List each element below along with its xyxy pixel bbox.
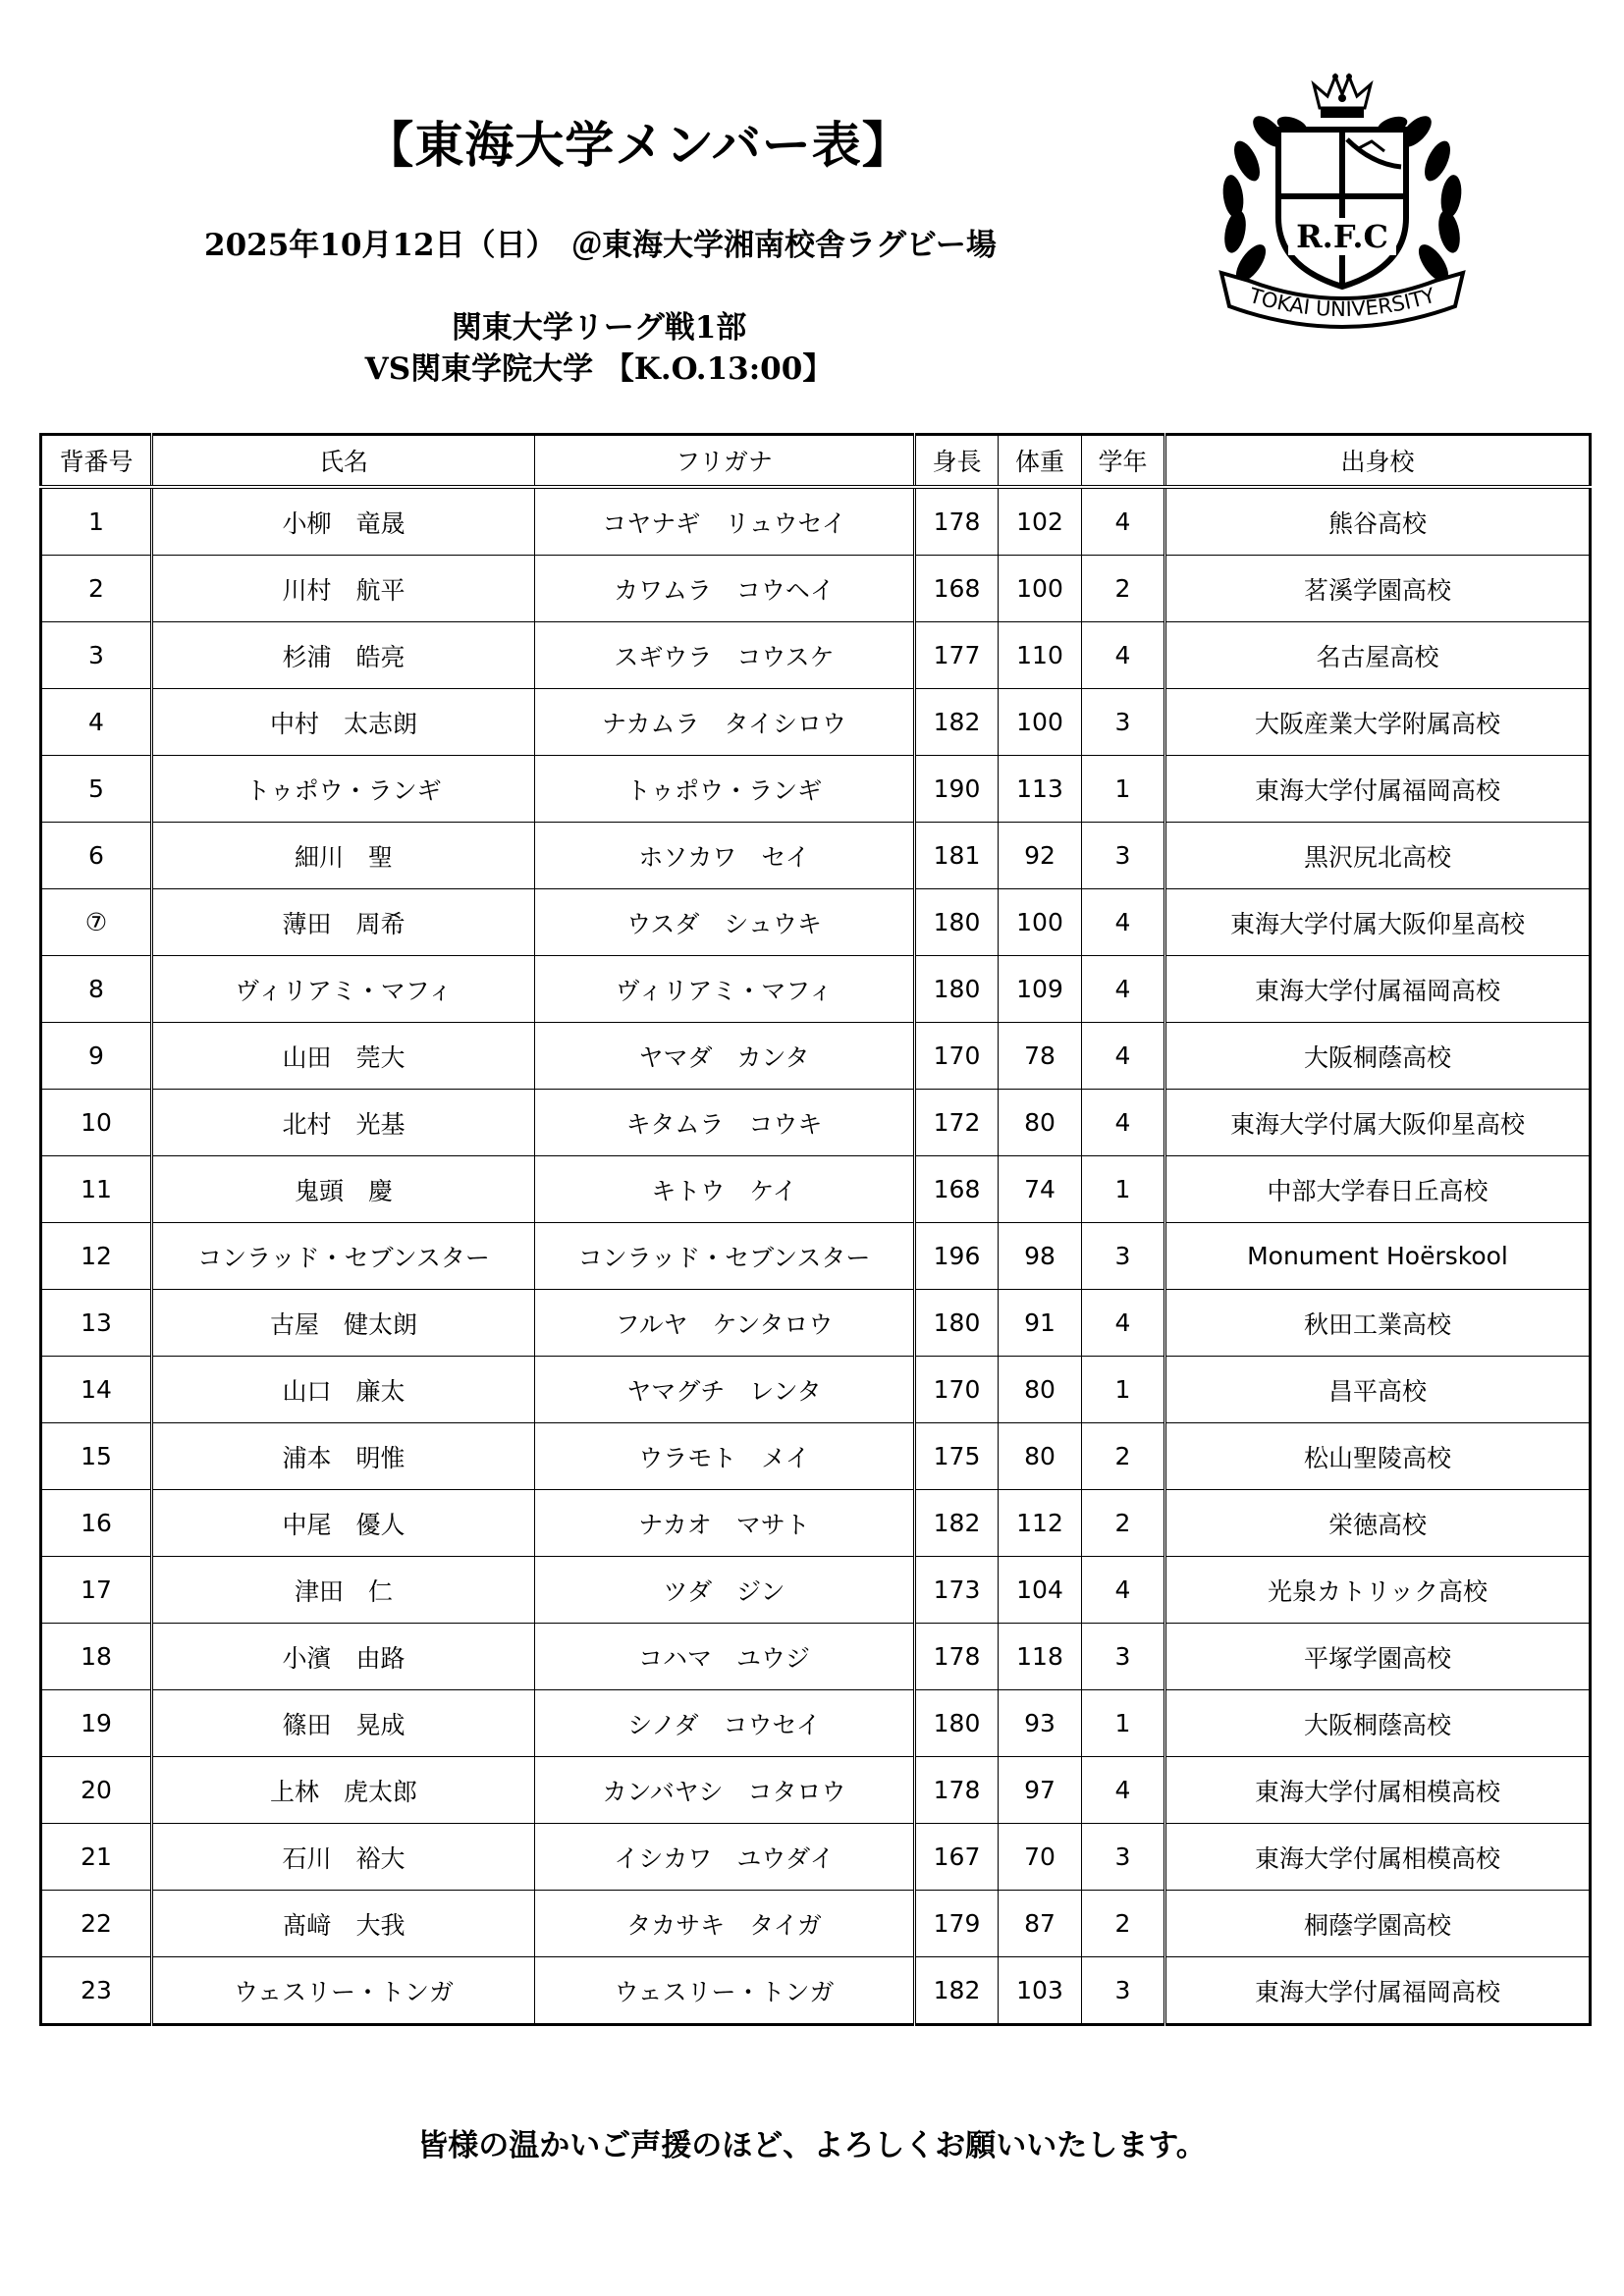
table-row [41,823,1591,889]
crown-icon [1314,74,1371,118]
cell-number: 11 [41,1156,152,1223]
cell-number: 10 [41,1090,152,1156]
cell-height: 170 [915,1023,999,1090]
cell-number: 4 [41,689,152,756]
cell-weight: 78 [999,1023,1082,1090]
cell-name: ウェスリー・トンガ [152,1957,535,2025]
cell-furigana: イシカワ ユウダイ [535,1824,915,1891]
shield-icon [1278,130,1406,287]
cell-name: コンラッド・セブンスター [152,1223,535,1290]
cell-height: 180 [915,956,999,1023]
column-header-grade: 学年 [1082,435,1165,488]
cell-grade: 1 [1082,756,1165,823]
table-row [41,1557,1591,1624]
cell-height: 168 [915,556,999,622]
cell-weight: 93 [999,1690,1082,1757]
cell-height: 177 [915,622,999,689]
cell-furigana: トゥポウ・ランギ [535,756,915,823]
table-row [41,889,1591,956]
table-row [41,689,1591,756]
cell-name: 上林 虎太郎 [152,1757,535,1824]
cell-height: 180 [915,889,999,956]
cell-height: 179 [915,1891,999,1957]
cell-height: 168 [915,1156,999,1223]
cell-number: 5 [41,756,152,823]
cell-height: 196 [915,1223,999,1290]
cell-grade: 4 [1082,889,1165,956]
logo-emblem-text: R.F.C [1296,218,1388,255]
cell-school: 大阪産業大学附属高校 [1165,689,1591,756]
table-row [41,1690,1591,1757]
cell-grade: 4 [1082,487,1165,556]
cell-name: 北村 光基 [152,1090,535,1156]
closing-message: 皆様の温かいご声援のほど、よろしくお願いいたします。 [417,2128,1207,2163]
cell-number: 1 [41,487,152,556]
cell-grade: 3 [1082,1957,1165,2025]
cell-weight: 91 [999,1290,1082,1357]
cell-number: 8 [41,956,152,1023]
cell-weight: 80 [999,1090,1082,1156]
cell-weight: 87 [999,1891,1082,1957]
cell-number: 2 [41,556,152,622]
cell-furigana: コンラッド・セブンスター [535,1223,915,1290]
cell-name: 小柳 竜晟 [152,487,535,556]
cell-weight: 113 [999,756,1082,823]
cell-name: 中村 太志朗 [152,689,535,756]
cell-school: 東海大学付属相模高校 [1165,1757,1591,1824]
opponent-kickoff: VS関東学院大学 【K.O.13:00】 [364,351,834,387]
cell-height: 180 [915,1690,999,1757]
cell-furigana: フルヤ ケンタロウ [535,1290,915,1357]
member-table [39,433,1592,2026]
cell-furigana: ナカムラ タイシロウ [535,689,915,756]
cell-school: 東海大学付属福岡高校 [1165,956,1591,1023]
cell-grade: 1 [1082,1156,1165,1223]
table-row [41,1824,1591,1891]
table-header-row [41,435,1591,488]
cell-name: 薄田 周希 [152,889,535,956]
cell-height: 172 [915,1090,999,1156]
cell-weight: 97 [999,1757,1082,1824]
cell-height: 182 [915,1490,999,1557]
table-row [41,1357,1591,1423]
cell-furigana: スギウラ コウスケ [535,622,915,689]
cell-number: 23 [41,1957,152,2025]
cell-furigana: ウスダ シュウキ [535,889,915,956]
table-row [41,487,1591,556]
cell-furigana: コヤナギ リュウセイ [535,487,915,556]
cell-name: 杉浦 皓亮 [152,622,535,689]
cell-school: 東海大学付属大阪仰星高校 [1165,1090,1591,1156]
cell-height: 173 [915,1557,999,1624]
cell-number: 15 [41,1423,152,1490]
cell-number: 17 [41,1557,152,1624]
cell-weight: 100 [999,889,1082,956]
cell-name: 細川 聖 [152,823,535,889]
cell-furigana: ウェスリー・トンガ [535,1957,915,2025]
cell-grade: 3 [1082,1824,1165,1891]
cell-school: 東海大学付属相模高校 [1165,1824,1591,1891]
cell-weight: 103 [999,1957,1082,2025]
cell-name: 中尾 優人 [152,1490,535,1557]
cell-number: 13 [41,1290,152,1357]
logo-ribbon-text: TOKAI UNIVERSITY [1246,283,1438,322]
cell-weight: 98 [999,1223,1082,1290]
cell-weight: 110 [999,622,1082,689]
cell-furigana: コハマ ユウジ [535,1624,915,1690]
cell-furigana: シノダ コウセイ [535,1690,915,1757]
page-title: 【東海大学メンバー表】 [364,117,912,174]
cell-weight: 112 [999,1490,1082,1557]
match-date-venue: 2025年10月12日（日） ＠東海大学湘南校舎ラグビー場 [204,228,997,263]
cell-height: 182 [915,689,999,756]
cell-furigana: キタムラ コウキ [535,1090,915,1156]
cell-number: 20 [41,1757,152,1824]
cell-height: 180 [915,1290,999,1357]
cell-weight: 80 [999,1357,1082,1423]
cell-school: 栄徳高校 [1165,1490,1591,1557]
column-header-school: 出身校 [1165,435,1591,488]
cell-height: 167 [915,1824,999,1891]
cell-furigana: カワムラ コウヘイ [535,556,915,622]
cell-number: ⑦ [41,889,152,956]
cell-furigana: ヤマダ カンタ [535,1023,915,1090]
cell-grade: 4 [1082,1023,1165,1090]
cell-furigana: ナカオ マサト [535,1490,915,1557]
column-header-number: 背番号 [41,435,152,488]
cell-name: ヴィリアミ・マフィ [152,956,535,1023]
cell-grade: 3 [1082,1624,1165,1690]
cell-number: 19 [41,1690,152,1757]
table-row [41,1757,1591,1824]
cell-name: 篠田 晃成 [152,1690,535,1757]
table-row [41,1156,1591,1223]
cell-school: 茗溪学園高校 [1165,556,1591,622]
cell-furigana: ヤマグチ レンタ [535,1357,915,1423]
cell-weight: 109 [999,956,1082,1023]
cell-school: 黒沢尻北高校 [1165,823,1591,889]
table-row [41,1490,1591,1557]
table-row [41,1624,1591,1690]
cell-grade: 3 [1082,823,1165,889]
cell-weight: 118 [999,1624,1082,1690]
cell-grade: 4 [1082,1090,1165,1156]
table-row [41,622,1591,689]
cell-name: 古屋 健太朗 [152,1290,535,1357]
cell-grade: 2 [1082,1423,1165,1490]
column-header-name: 氏名 [152,435,535,488]
cell-height: 170 [915,1357,999,1423]
cell-furigana: ホソカワ セイ [535,823,915,889]
cell-furigana: タカサキ タイガ [535,1891,915,1957]
cell-school: 東海大学付属福岡高校 [1165,756,1591,823]
cell-name: 津田 仁 [152,1557,535,1624]
cell-school: 桐蔭学園高校 [1165,1891,1591,1957]
cell-height: 175 [915,1423,999,1490]
cell-school: 大阪桐蔭高校 [1165,1690,1591,1757]
cell-name: 髙﨑 大我 [152,1891,535,1957]
cell-number: 12 [41,1223,152,1290]
cell-weight: 104 [999,1557,1082,1624]
cell-name: 浦本 明惟 [152,1423,535,1490]
cell-grade: 2 [1082,1891,1165,1957]
cell-grade: 4 [1082,1290,1165,1357]
cell-number: 22 [41,1891,152,1957]
cell-weight: 74 [999,1156,1082,1223]
cell-height: 178 [915,1624,999,1690]
cell-school: 中部大学春日丘高校 [1165,1156,1591,1223]
cell-furigana: ヴィリアミ・マフィ [535,956,915,1023]
cell-name: 山口 廉太 [152,1357,535,1423]
column-header-furigana: フリガナ [535,435,915,488]
table-row [41,956,1591,1023]
cell-weight: 100 [999,556,1082,622]
column-header-weight: 体重 [999,435,1082,488]
cell-height: 181 [915,823,999,889]
cell-weight: 102 [999,487,1082,556]
cell-name: 小濱 由路 [152,1624,535,1690]
cell-weight: 80 [999,1423,1082,1490]
cell-school: 平塚学園高校 [1165,1624,1591,1690]
rfc-crest-logo [1210,71,1475,365]
cell-grade: 4 [1082,1557,1165,1624]
column-header-height: 身長 [915,435,999,488]
table-row [41,556,1591,622]
cell-name: 石川 裕大 [152,1824,535,1891]
cell-school: 名古屋高校 [1165,622,1591,689]
cell-grade: 2 [1082,556,1165,622]
table-row [41,1023,1591,1090]
cell-name: 鬼頭 慶 [152,1156,535,1223]
table-row [41,1223,1591,1290]
cell-number: 14 [41,1357,152,1423]
cell-grade: 4 [1082,956,1165,1023]
cell-furigana: カンバヤシ コタロウ [535,1757,915,1824]
cell-number: 3 [41,622,152,689]
cell-grade: 1 [1082,1357,1165,1423]
cell-school: 東海大学付属福岡高校 [1165,1957,1591,2025]
cell-school: Monument Hoërskool [1165,1223,1591,1290]
cell-furigana: キトウ ケイ [535,1156,915,1223]
cell-number: 21 [41,1824,152,1891]
table-row [41,1423,1591,1490]
league-name: 関東大学リーグ戦1部 [451,310,747,346]
cell-number: 18 [41,1624,152,1690]
table-row [41,756,1591,823]
cell-grade: 2 [1082,1490,1165,1557]
cell-grade: 1 [1082,1690,1165,1757]
cell-weight: 92 [999,823,1082,889]
cell-height: 182 [915,1957,999,2025]
cell-furigana: ウラモト メイ [535,1423,915,1490]
cell-school: 東海大学付属大阪仰星高校 [1165,889,1591,956]
cell-height: 190 [915,756,999,823]
table-row [41,1290,1591,1357]
cell-number: 6 [41,823,152,889]
cell-weight: 100 [999,689,1082,756]
cell-name: 川村 航平 [152,556,535,622]
cell-grade: 3 [1082,689,1165,756]
cell-height: 178 [915,1757,999,1824]
cell-school: 熊谷高校 [1165,487,1591,556]
table-row [41,1957,1591,2025]
cell-name: 山田 莞大 [152,1023,535,1090]
cell-furigana: ツダ ジン [535,1557,915,1624]
cell-school: 大阪桐蔭高校 [1165,1023,1591,1090]
cell-number: 16 [41,1490,152,1557]
cell-grade: 4 [1082,622,1165,689]
cell-weight: 70 [999,1824,1082,1891]
cell-height: 178 [915,487,999,556]
table-row [41,1090,1591,1156]
table-body [41,487,1591,2025]
cell-school: 秋田工業高校 [1165,1290,1591,1357]
cell-school: 光泉カトリック高校 [1165,1557,1591,1624]
cell-school: 昌平高校 [1165,1357,1591,1423]
cell-name: トゥポウ・ランギ [152,756,535,823]
cell-grade: 3 [1082,1223,1165,1290]
cell-number: 9 [41,1023,152,1090]
cell-grade: 4 [1082,1757,1165,1824]
table-row [41,1891,1591,1957]
cell-school: 松山聖陵高校 [1165,1423,1591,1490]
